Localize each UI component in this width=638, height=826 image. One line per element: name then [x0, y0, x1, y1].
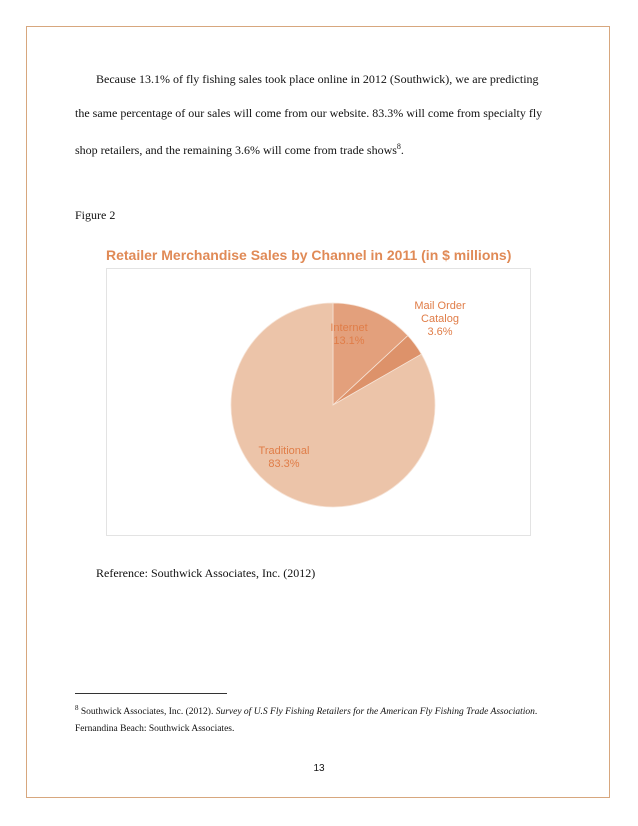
reference: Reference: Southwick Associates, Inc. (2012)	[96, 566, 316, 580]
slice-label-internet: Internet 13.1%	[330, 322, 368, 347]
body-line-2: the same percentage of our sales will come from our website. 83.3% will come from specialty fly	[75, 106, 543, 120]
page-number: 13	[313, 763, 325, 774]
figure-label: Figure 2	[75, 208, 116, 222]
slice-label-mail-order-catalog: Mail Order Catalog 3.6%	[414, 300, 466, 338]
footnote-rule	[75, 693, 227, 694]
body-line-1: Because 13.1% of fly fishing sales took place online in 2012 (Southwick), we are predicting	[96, 72, 539, 86]
body-line-3: shop retailers, and the remaining 3.6% will come from trade shows$^8$.	[75, 142, 404, 157]
footnote-ref[interactable]: 8	[396, 142, 401, 151]
pie-chart	[106, 268, 531, 536]
footnote: $^8$ Southwick Associates, Inc. (2012). Survey of U.S Fly Fishing Retailers for the American Fly Fishing Trade Association. Fernandina Beach: Southwick Associates.	[75, 704, 538, 735]
slice-label-traditional: Traditional 83.3%	[258, 445, 310, 470]
chart-title: Retailer Merchandise Sales by Channel in 2011 (in $ millions)	[106, 247, 512, 263]
pie-chart-svg	[107, 269, 532, 537]
